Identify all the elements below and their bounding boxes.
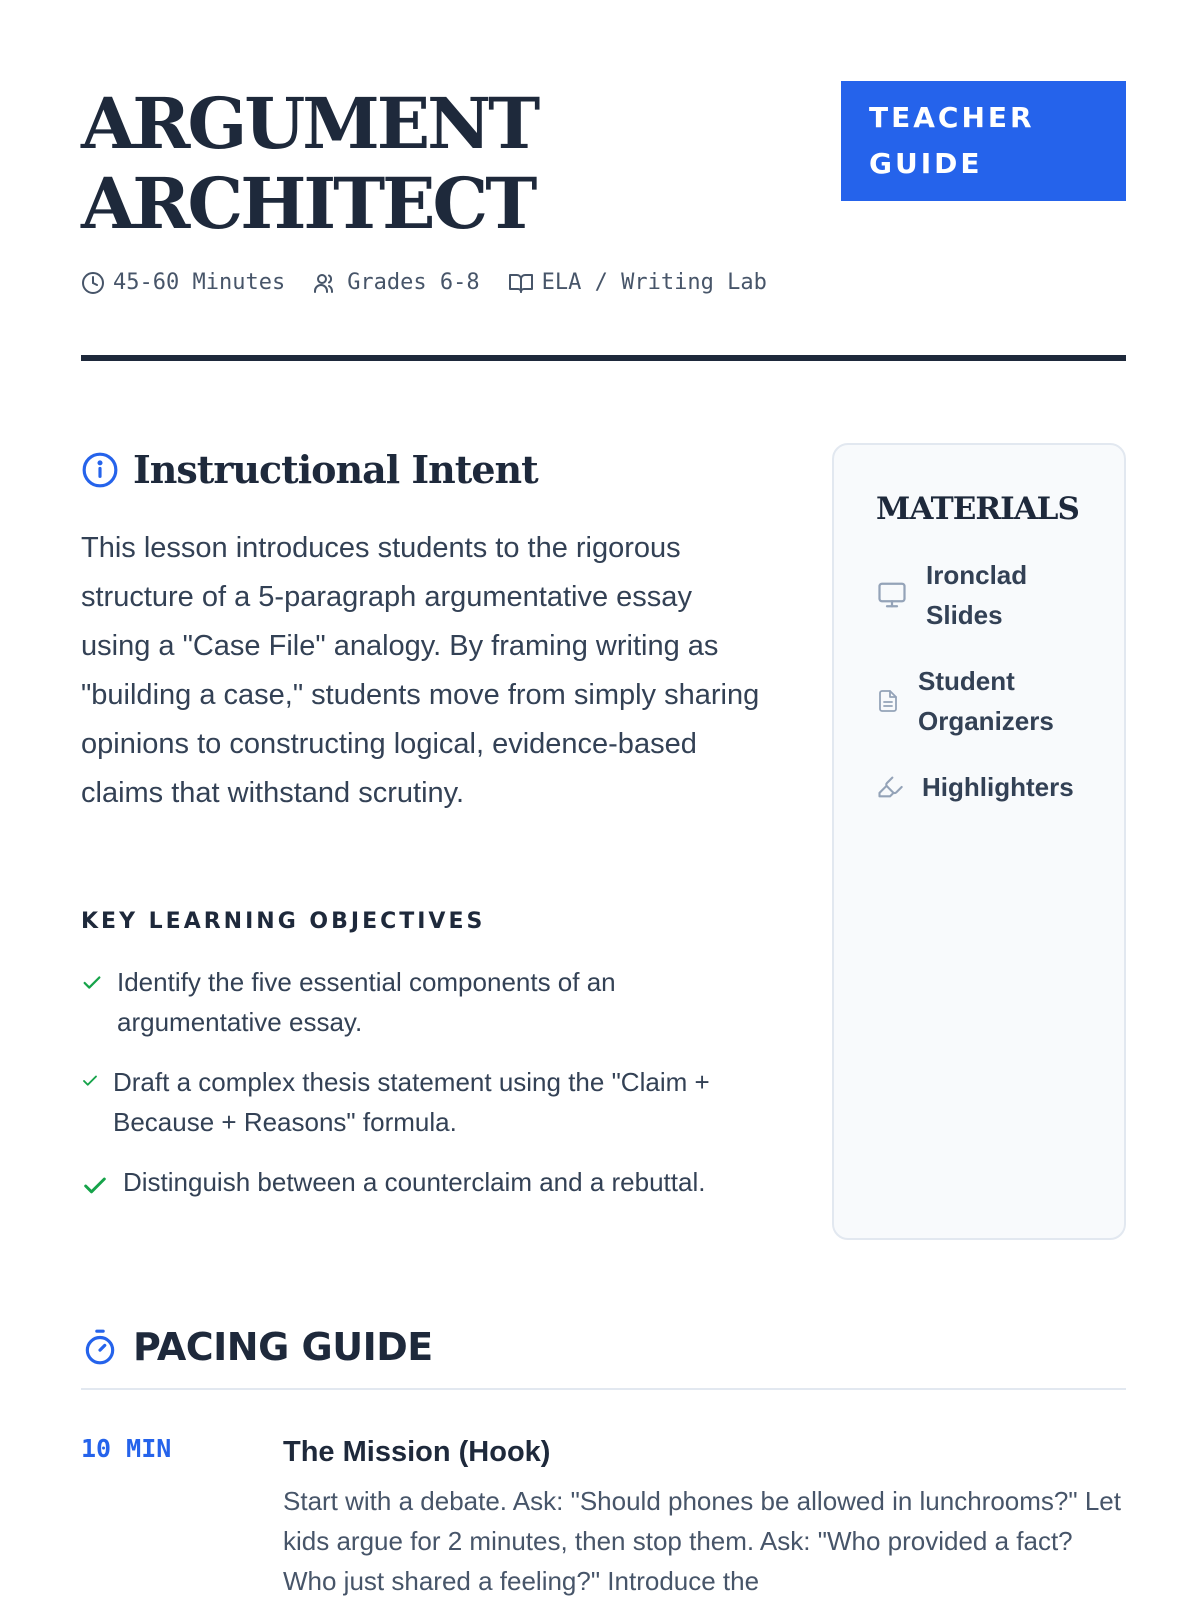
badge-line: GUIDE xyxy=(869,147,983,180)
objectives-list xyxy=(81,962,761,1222)
clock-icon xyxy=(81,271,105,295)
check-icon xyxy=(81,1072,99,1090)
materials-list xyxy=(876,555,1104,807)
meta-duration xyxy=(81,270,285,295)
objective-text: Distinguish between a counterclaim and a rebuttal. xyxy=(123,1167,706,1197)
materials-heading: MATERIALS xyxy=(876,491,1079,527)
meta-text: Grades 6-8 xyxy=(347,270,480,295)
pacing-step-description: Start with a debate. Ask: "Should phones be allowed in lunchrooms?" Let kids argue for 2 minutes, then stop them. Ask: "Who provided a fact? Who just shared a feeling?" Introduce the xyxy=(283,1486,1121,1596)
monitor-icon xyxy=(876,580,908,610)
objective-item xyxy=(81,1162,761,1202)
lesson-title xyxy=(81,84,537,244)
material-item xyxy=(876,661,1104,741)
meta-text: ELA / Writing Lab xyxy=(541,270,767,295)
users-icon xyxy=(313,271,339,295)
meta-grades xyxy=(313,270,479,295)
materials-panel xyxy=(832,443,1126,1240)
lesson-meta xyxy=(81,270,795,295)
highlighter-icon xyxy=(876,773,904,801)
meta-subject xyxy=(508,270,767,295)
check-icon xyxy=(81,1172,109,1200)
objective-text: Draft a complex thesis statement using the "Claim + Because + Reasons" formula. xyxy=(113,1067,710,1137)
stopwatch-icon xyxy=(81,1327,119,1367)
section-title: Instructional Intent xyxy=(133,447,538,492)
material-label: Student Organizers xyxy=(918,666,1054,736)
header-divider xyxy=(81,355,1126,361)
title-line: ARGUMENT xyxy=(81,82,538,165)
section-title: PACING GUIDE xyxy=(133,1325,433,1369)
objective-item xyxy=(81,1062,761,1142)
intent-heading xyxy=(81,447,538,492)
objective-text: Identify the five essential components of an argumentative essay. xyxy=(117,967,616,1037)
title-line: ARCHITECT xyxy=(81,162,535,245)
info-icon xyxy=(81,451,119,489)
material-label: Highlighters xyxy=(922,772,1074,802)
document-icon xyxy=(876,687,900,715)
material-item xyxy=(876,555,1104,635)
meta-text: 45-60 Minutes xyxy=(113,270,286,295)
material-label: Ironclad Slides xyxy=(926,560,1028,630)
material-item xyxy=(876,767,1104,807)
check-icon xyxy=(81,972,103,994)
teacher-guide-badge xyxy=(841,81,1126,201)
pacing-heading xyxy=(81,1325,433,1369)
pacing-step-title: The Mission (Hook) xyxy=(283,1436,551,1468)
pacing-divider xyxy=(81,1388,1126,1390)
objectives-label: KEY LEARNING OBJECTIVES xyxy=(81,909,486,934)
badge-line: TEACHER xyxy=(869,101,1035,134)
intent-paragraph: This lesson introduces students to the rigorous structure of a 5-paragraph argumentative essay using a "Case File" analogy. By framing writing as "building a case," students move from simply sharing opinions to constructing logical, evidence-based claims that withstand scrutiny. xyxy=(81,532,760,809)
objective-item xyxy=(81,962,761,1042)
pacing-step-time: 10 MIN xyxy=(81,1434,172,1463)
book-icon xyxy=(508,271,534,295)
